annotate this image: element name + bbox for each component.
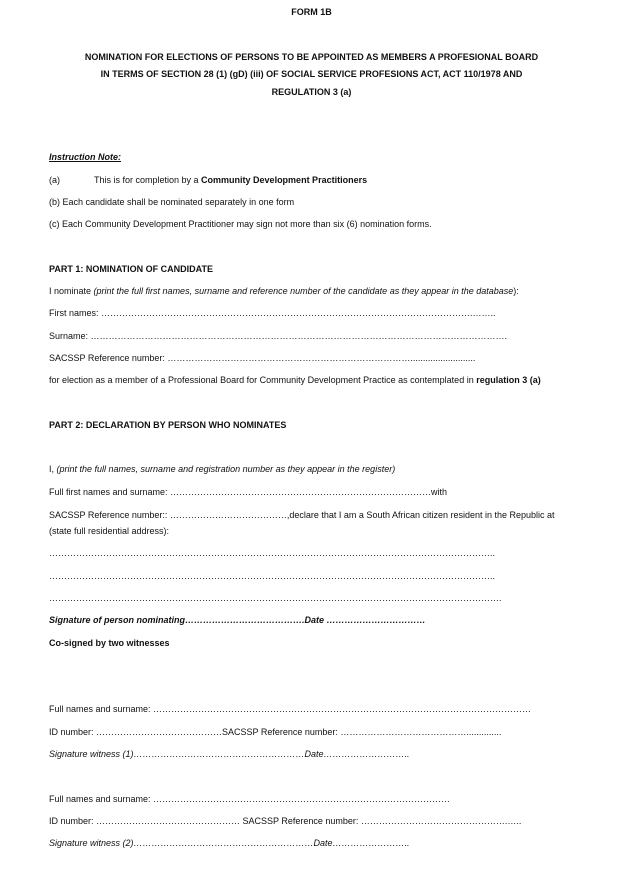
instruction-c: (c) Each Community Development Practitioner may sign not more than six (6) nomination forms.: [49, 219, 432, 229]
title-line-1: NOMINATION FOR ELECTIONS OF PERSONS TO BE APPOINTED AS MEMBERS A PROFESIONAL BOARD: [84, 52, 539, 62]
instruction-b: (b) Each candidate shall be nominated separately in one form: [49, 197, 295, 207]
part1-heading: PART 1: NOMINATION OF CANDIDATE: [49, 264, 213, 274]
reference-number-field[interactable]: SACSSP Reference number: ………………………………………………………………………..........................: [49, 353, 476, 363]
witness1-full-names-field[interactable]: Full names and surname: ………………………………………………………………………………………………………………: [49, 704, 532, 714]
instruction-heading: Instruction Note:: [49, 152, 121, 162]
instruction-a-text: This is for completion by a: [94, 175, 202, 185]
address-label: (state full residential address):: [49, 526, 170, 536]
address-line-1[interactable]: …………………………………………………………………………………………………………………………………..: [49, 548, 496, 558]
nominator-signature-line[interactable]: Signature of person nominating………………………………….Date ……………………………: [49, 615, 426, 625]
cosigned-heading: Co-signed by two witnesses: [49, 638, 170, 648]
witness1-signature-line[interactable]: Signature witness (1)…………………………………………………Date………………………..: [49, 749, 410, 759]
nominator-full-names-field[interactable]: Full first names and surname: ……………………………………………………………………………with: [49, 487, 448, 497]
witness2-signature-line[interactable]: Signature witness (2)……………………………………………………Date……………………..: [49, 838, 410, 848]
part1-intro-italic: (print the full first names, surname and reference number of the candidate as they appear in the database: [93, 286, 514, 296]
part2-intro-italic: (print the full names, surname and registration number as they appear in the register): [56, 464, 396, 474]
part1-intro-plain: I nominate: [49, 286, 94, 296]
address-line-2[interactable]: …………………………………………………………………………………………………………………………………..: [49, 571, 496, 581]
part2-heading: PART 2: DECLARATION BY PERSON WHO NOMINATES: [49, 420, 287, 430]
title-line-2: IN TERMS OF SECTION 28 (1) (gD) (iii) OF SOCIAL SERVICE PROFESIONS ACT, ACT 110/1978 AND: [100, 69, 523, 79]
instruction-a-bold: Community Development Practitioners: [201, 175, 368, 185]
nominator-reference-field[interactable]: SACSSP Reference number:: …………………………………,declare that I am a South African citizen resident in the Republic at: [49, 510, 555, 520]
election-plain: for election as a member of a Professional Board for Community Development Practice as contemplated in: [49, 375, 477, 385]
part2-intro: [49, 464, 395, 475]
title-line-3: REGULATION 3 (a): [271, 87, 352, 97]
part2-intro-plain: I,: [49, 464, 57, 474]
instruction-a-label: (a): [49, 175, 60, 185]
witness1-id-field[interactable]: ID number: ……………………………………SACSSP Reference number: ……………………………………..............: [49, 727, 502, 737]
election-bold: regulation 3 (a): [476, 375, 541, 385]
address-line-3[interactable]: …………………………………………………………………………………………………………………………………….: [49, 593, 502, 603]
instruction-a: [94, 175, 367, 186]
form-label: FORM 1B: [291, 7, 332, 17]
first-names-field[interactable]: First names: …………………………………………………………………………………………………………….……..: [49, 308, 496, 318]
surname-field[interactable]: Surname: ………………………………………………………………………………………………………………………….: [49, 331, 508, 341]
election-statement: [49, 375, 541, 386]
part1-intro-end: ):: [513, 286, 519, 296]
part1-intro: [49, 286, 519, 297]
witness2-id-field[interactable]: ID number: ………………………………………… SACSSP Reference number: ………………………………………….…..: [49, 816, 522, 826]
witness2-full-names-field[interactable]: Full names and surname: ………………………………………………………………………………………: [49, 794, 451, 804]
